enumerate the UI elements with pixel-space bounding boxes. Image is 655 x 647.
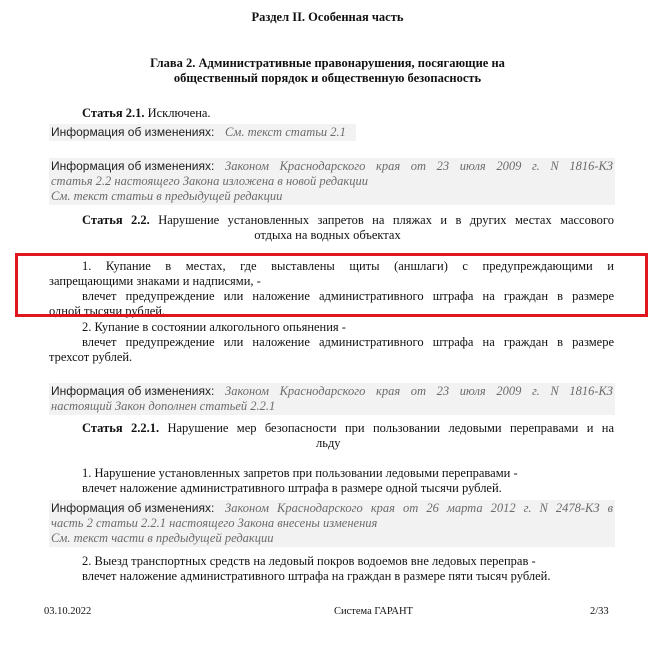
footer-system: Система ГАРАНТ bbox=[334, 606, 413, 617]
chapter-title-line-2: общественный порядок и общественную безопасность bbox=[173, 71, 482, 85]
change-info-link[interactable]: Законом Краснодарского края от 26 марта 2012 г. N 2478-КЗ в bbox=[225, 501, 613, 515]
chapter-title-line-1: Глава 2. Административные правонарушения, посягающие на bbox=[150, 56, 505, 70]
change-info-link[interactable]: Законом Краснодарского края от 23 июля 2009 г. N 1816-КЗ bbox=[225, 159, 613, 173]
article-2-2-1-title-line-2: льду bbox=[316, 436, 341, 450]
point-1-line-4: одной тысячи рублей. bbox=[49, 304, 166, 318]
article-2-1 bbox=[82, 106, 211, 121]
point-3-line-1: 1. Нарушение установленных запретов при пользовании ледовыми переправами - bbox=[82, 466, 518, 480]
article-2-2-label: Статья 2.2. bbox=[82, 213, 150, 227]
article-2-2-1-line-1 bbox=[82, 421, 614, 436]
article-2-1-label: Статья 2.1. bbox=[82, 106, 145, 120]
article-2-2-line-1 bbox=[82, 213, 614, 228]
footer-page-number: 2/33 bbox=[590, 606, 609, 617]
change-info-link[interactable]: Законом Краснодарского края от 23 июля 2009 г. N 1816-КЗ bbox=[225, 384, 613, 398]
point-4-line-2: влечет наложение административного штрафа на граждан в размере пяти тысяч рублей. bbox=[82, 569, 551, 583]
change-info-label: Информация об изменениях: bbox=[51, 125, 215, 139]
point-2-line-2: влечет предупреждение или наложение административного штрафа на граждан в размере bbox=[82, 335, 614, 349]
change-info-label: Информация об изменениях: bbox=[51, 384, 215, 398]
point-1-line-1: 1. Купание в местах, где выставлены щиты (аншлаги) с предупреждающими и bbox=[82, 259, 614, 273]
change-info-text: статья 2.2 настоящего Закона изложена в новой редакции bbox=[51, 174, 368, 188]
change-info-label: Информация об изменениях: bbox=[51, 501, 215, 515]
point-2-line-1: 2. Купание в состоянии алкогольного опьянения - bbox=[82, 320, 346, 334]
article-2-2-heading bbox=[82, 213, 614, 228]
point-2-line-3: трехсот рублей. bbox=[49, 350, 133, 364]
change-info-link[interactable]: См. текст части в предыдущей редакции bbox=[51, 531, 274, 545]
point-4-line-1: 2. Выезд транспортных средств на ледовый покров водоемов вне ледовых переправ - bbox=[82, 554, 536, 568]
point-3-line-2: влечет наложение административного штрафа в размере одной тысячи рублей. bbox=[82, 481, 502, 495]
article-2-2-1-label: Статья 2.2.1. bbox=[82, 421, 160, 435]
article-2-1-text: Исключена. bbox=[147, 106, 211, 120]
change-info-block bbox=[49, 383, 615, 415]
change-info-text: настоящий Закон дополнен статьей 2.2.1 bbox=[51, 399, 276, 413]
change-info-text: часть 2 статьи 2.2.1 настоящего Закона внесены изменения bbox=[51, 516, 378, 530]
highlight-box bbox=[15, 253, 648, 317]
footer-date: 03.10.2022 bbox=[44, 606, 92, 617]
point-1-line-2: запрещающими знаками и надписями, - bbox=[49, 274, 261, 288]
change-info-block bbox=[49, 124, 356, 141]
section-title: Раздел II. Особенная часть bbox=[251, 10, 404, 24]
change-info-block bbox=[49, 158, 615, 205]
change-info-block bbox=[49, 500, 615, 547]
article-2-2-1-title: Нарушение мер безопасности при пользовании ледовыми переправами и на bbox=[167, 421, 614, 435]
article-2-2-title-line-2: отдыха на водных объектах bbox=[254, 228, 401, 242]
point-1-line-3: влечет предупреждение или наложение административного штрафа на граждан в размере bbox=[82, 289, 614, 303]
change-info-label: Информация об изменениях: bbox=[51, 159, 215, 173]
article-2-2-title: Нарушение установленных запретов на пляжах и в других местах массового bbox=[158, 213, 614, 227]
change-info-link[interactable]: См. текст статьи в предыдущей редакции bbox=[51, 189, 283, 203]
change-info-link[interactable]: См. текст статьи 2.1 bbox=[225, 125, 346, 139]
